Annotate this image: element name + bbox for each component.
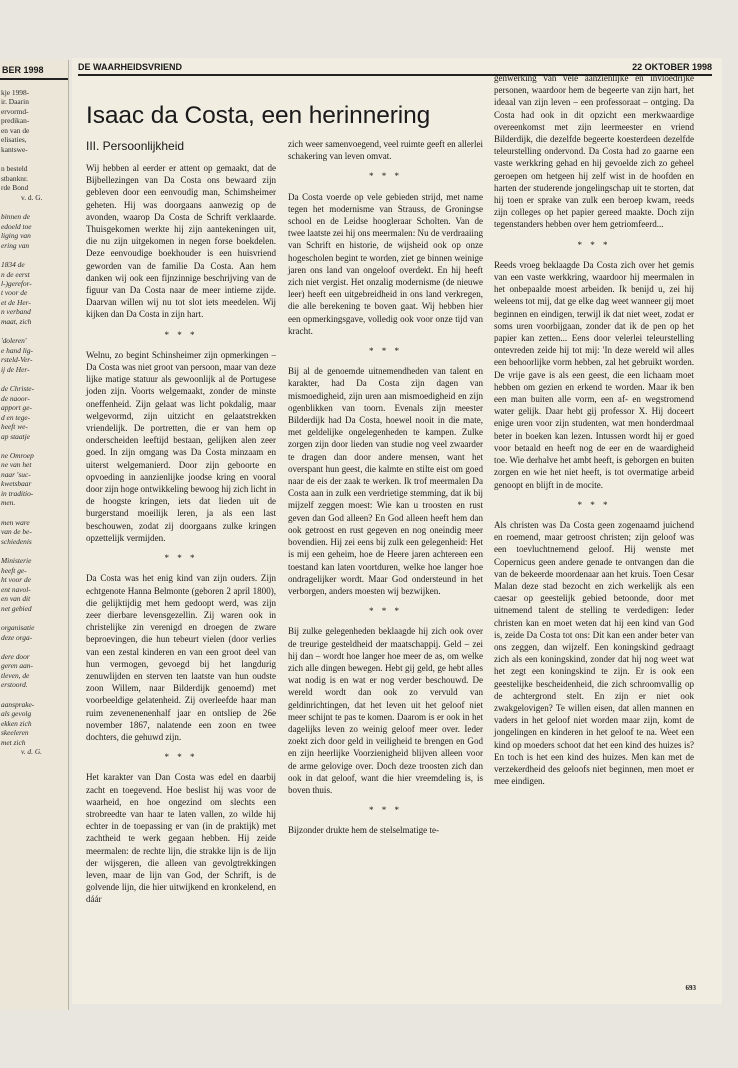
previous-page-edge: [0, 60, 69, 1010]
page: [72, 58, 722, 1004]
paragraph: Bijzonder drukte hem de stelselmatige te-: [288, 825, 439, 836]
fragment-line: ne Omroep: [1, 451, 34, 460]
previous-page-fragment: [1, 652, 68, 690]
previous-page-fragment: [1, 556, 68, 613]
paragraph: Da Costa voerde op vele gebieden strijd, met name tegen het modernisme van Strauss, de Groningse school en de Leidse hoogleraar Scholten. Van de twee laatste zei hij ons meermalen: Nu de verdraaiing van Schrift en historie, de wijsheid ook op onze hogescholen begint te worden, ziet ge binnen weinige jaren ons land van ongeloof overdekt. En hij heeft zich niet vergist. Het onzalig modernisme (de nieuwe leer) heeft een uitgebreidheid in ons land verkregen, die alle berekening te boven gaat. Wij hebben hier een opmerkingsgave, volledig ook voor onze tijd van kracht.: [288, 191, 483, 336]
fragment-line: men ware: [1, 517, 30, 527]
paragraph: genwerking van vele aanzienlijke en invloedrijke personen, waardoor hem de begeerte van zijn hart, het ideaal van zijn leven – een professoraat – ontging. Da Costa had ook in dit opzicht een merkwaardige overeenkomst met zijn leermeester en vriend Bilderdijk, die dezelfde begeerte koesterdeen dezelfde teleurstelling ondervond. Da Costa had zo gaarne een vaste werkkring gehad en hij gevoelde zich zo geheel geroepen om hetgeen hij zelf wist in de hoofden en harten der studerende jongelingschap uit te storten, dat hij toen er sprake van zulk een beroep kwam, reeds zijn colleges op het papier gereed maakte. Doch zijn tegenstanders hebben over hem getriomfeerd...: [494, 73, 694, 230]
page-number: 693: [685, 984, 696, 992]
fragment-line: d en tege-: [1, 412, 31, 422]
section-separator: * * *: [368, 346, 403, 357]
paragraph: zich weer samenvoegend, veel ruimte geeft en allerlei schakering van leven omvat.: [288, 139, 483, 162]
fragment-line: predikan-: [1, 116, 30, 126]
fragment-line: et de Her-: [1, 297, 31, 307]
section-separator: * * *: [164, 752, 198, 763]
fragment-line: naar 'suc-: [1, 469, 31, 479]
section-separator: * * *: [164, 329, 198, 340]
article-subtitle: III. Persoonlijkheid: [86, 139, 185, 153]
fragment-line: 'doleren': [1, 336, 27, 346]
paragraph: Het karakter van Dan Costa was edel en daarbij zacht en toegevend. Hoe beslist hij was voor de waarheid, en hoe ongezind om slechts een strobreedte van haar te laten vallen, zo wilde hij echter in de toepassing er van (in de praktijk) met zachtheid te werk gegaan hebben. Hij zeide meermalen: de rechte lijn, die strakke lijn is de lijn der wijsgeren, die alleen van gevolgtrekkingen leven, maar de lijn van God, der Schrift, is de golvende lijn, die hier uitwijkend en kronkelend, en dáár: [86, 772, 276, 905]
fragment-line: met zich: [1, 737, 26, 747]
publication-name: DE WAARHEIDSVRIEND: [78, 62, 183, 72]
previous-page-fragment: [1, 260, 68, 326]
fragment-line: als gevolg: [1, 709, 32, 719]
paragraph: Wij hebben al eerder er attent op gemaakt, dat de Bijbellezingen van Da Costa ons bewaard zijn gebleven door een eenvoudig man, Schimsheimer geheten. Hij was doorgaans aanwezig op de avonden, waarop Da Costa de Schrift verklaarde. Thuisgekomen werkte hij zijn aantekeningen uit, die nu zijn uitgekomen in negen forse boekdelen. Deze eenvoudige boekhouder is een huisvriend geworden van de familie Da Costa. Aan hem danken wij ook een fijnzinnige beschrijving van de figuur van Da Costa naar de meer intieme zijde. Daarvan willen wij nu tot slot iets meedelen. Wij kijken dan Da Costa in zijn hart.: [86, 163, 276, 320]
section-separator: * * *: [577, 239, 611, 250]
paragraph: Da Costa was het enig kind van zijn ouders. Zijn echtgenote Hanna Belmonte (geboren 2 april 1800), die gelijktijdig met hem gedoopt werd, was zijn zeer dierbare levensgezellin. Zij waren ook in christelijke zin verenigd en droegen de zware beproevingen, die hun tebeurt vielen (door verlies van een zestal kinderen en van een groot deel van hun vermogen, gevoegd bij het langdurig zenuwlijden en sterven ten laatste van hun oudste zoon Willem, naar Bilderdijk genoemd) met voorbeeldige gelatenheid. Zij overleefde haar man ruim zevenenenenhalf jaar en ontsliep de 26e november 1867, nalatende een zoon en twee dochters, die gehuwd zijn.: [86, 573, 276, 742]
section-separator: * * *: [368, 606, 403, 617]
fragment-line: skeeleren: [1, 728, 29, 738]
fragment-line: en van de: [1, 125, 30, 135]
fragment-line: rde Bond: [1, 183, 29, 193]
fragment-line: edoeld toe: [1, 221, 32, 231]
fragment-line: kantswe-: [1, 144, 28, 154]
paragraph: Welnu, zo begint Schinsheimer zijn opmerkingen – Da Costa was niet groot van persoon, maar van deze lijke matige statuur als gewoonlijk al de Portugese joden zijn. Voorts welgemaakt, zonder de minste oneffenheid. Zijn gelaat was licht pokdalig, maar welgevormd, zijn uitzicht en gelaatstrekken vriendelijk. De portretten, die er van hem op onderscheiden leeftijd bestaan, gelijken alen zeer goed. In zijn omgang was Da Costa minzaam en uiterst welgemanierd. Door zijn geboorte en opvoeding in aanzienlijke joodse kring en vooral door zijn hoge ontwikkeling bewoog hij zich licht in de hoogste kringen, iets dat lieden uit de burgerstand moeilijk leren, ja als een last beschouwen, zodat zij doorgaans zulke kringen opzettelijk vermijden.: [86, 349, 276, 543]
fragment-line: ent navol-: [1, 584, 31, 594]
article-column-3: [494, 72, 694, 787]
paragraph: Bij zulke gelegenheden beklaagde hij zich ook over de treurige gesteldheid der maatschappij. Geld – zei hij dan – wordt hoe langer hoe meer de as, om welke zich alle dingen bewegen. Hebt gij geld, ge hebt alles wat nodig is en wat er nog verder beschouwd. De wereld wordt dan ook zo vervuld van geldinrichtingen, dat het leven uit het geloof niet meer schijnt te pas te komen. Daarom is er ook in het dagelijks leven zo weinig geloof meer over. Ieder zoekt zich door geld in veiligheid te brengen en God en zijn heerlijke Voorzienigheid blijven alleen voor de arme gelovige over. Doch deze troosten zich dan ook in dat geloof, want die hier vreemdeling is, is boven thuis.: [288, 626, 483, 795]
fragment-line: dere door: [1, 651, 30, 661]
fragment-line: men.: [1, 498, 16, 508]
previous-page-header: BER 1998: [0, 63, 68, 80]
fragment-line: ekken zich: [1, 718, 32, 728]
fragment-line: de naoor-: [1, 393, 30, 403]
previous-page-fragment: [1, 336, 68, 374]
publication-date: 22 OKTOBER 1998: [632, 62, 712, 72]
fragment-line: apport ge-: [1, 403, 32, 413]
fragment-line: deze orga-: [1, 632, 33, 642]
previous-page-fragment: [1, 518, 68, 546]
article-column-2: [288, 138, 483, 837]
fragment-line: Ministerie: [1, 556, 32, 566]
fragment-line: elisaties,: [1, 135, 27, 145]
fragment-line: de Christe-: [1, 384, 35, 394]
paragraph: Bij al de genoemde uitnemendheden van talent en karakter, had Da Costa zijn dagen van mismoedigheid, zijn uren aan mismoedigheid en zijn ogenblikken van toorn. Evenals zijn meester Bilderdijk had Da Costa, hoewel nooit in die mate, met geldelijke ongelegenheden te kampen. Zulke zorgen zijn door lieden van studie nog veel zwaarder te dragen dan door andere mensen, want het overspant hun geest, die kalmte en stilte eist om goed naar de eis der zaak te werken. Ik trof meermalen Da Costa aan in zulk een verdrietige stemming, dat ik bij mijzelf zeggen moest: Wie kan u troosten en rust geven dan God alleen? En God alleen heeft hem dan ook getroost en rust gegeven en nog oneindig meer bovendien. Hij zei eens bij zulk een gelegenheid: Het is mij een geheim, hoe de Heere jaren achtereen een toestand kan laten voortduren, welke hoe langer hoe ondragelijker wordt. Maar God ondersteund in het verborgen, anders moesten wij bezwijken.: [288, 366, 483, 596]
fragment-line: organisatie: [1, 623, 35, 633]
fragment-line: l-)gerefor-: [1, 278, 32, 288]
fragment-line: in traditio-: [1, 488, 34, 498]
paragraph: Als christen was Da Costa geen zogenaamd juichend en roemend, maar getroost christen; zijn geloof was een toevluchtnemend geloof. Hij wenste met Copernicus geen andere genade te ontvangen dan die van de bekeerde moordenaar aan het kruis. Toen Cesar Malan deze stad bezocht en zich werkelijk als een caesar op geestelijk gebied betoonde, door met uitnemend talent de stelling te verdedigen: Ieder christen kan en moet weten dat hij een kind van God is, zeide Da Costa tot ons: Dit kan een ander beter van ons zeggen, dan wijzelf. Een koningskind gedraagt zich als een koningskind, zonder dat hij nog weet wat het zegt een koningskind te zijn. Er is ook een geestelijke bescheidenheid, die zich schroomvallig op de achtergrond stelt. En zijn er niet ook zwakgelovigen? Te willen eisen, dat allen mannen en vaders in het geloof niet worden maar zijn, komt de jongelingen en kinderen in het geloof te na. Weet een kind op moeders schoot dat het een kind des huizes is? En toch is het een kind des huizes. Men kan met de verzekerdheid des geloofs niet beginnen, men moet er mee eindigen.: [494, 519, 694, 787]
fragment-line: maat, zich: [1, 316, 32, 326]
section-separator: * * *: [577, 499, 611, 510]
section-separator: * * *: [368, 171, 403, 182]
fragment-line: n de eerst: [1, 269, 30, 279]
fragment-line: en van dit: [1, 594, 31, 604]
previous-page-fragment: [1, 88, 68, 154]
fragment-line: van de be-: [1, 527, 32, 537]
fragment-line: ervormd-: [1, 106, 29, 116]
fragment-line: kwetsbaar: [1, 479, 32, 489]
fragment-line: heeft ge-: [1, 565, 27, 575]
fragment-line: ir. Daarin: [1, 97, 29, 107]
previous-page-fragment: [1, 623, 68, 642]
section-separator: * * *: [368, 805, 403, 816]
fragment-line: stbanknr.: [1, 173, 28, 183]
fragment-line: t voor de: [1, 288, 28, 298]
fragment-signature: v. d. G.: [21, 192, 43, 202]
fragment-line: tleven, de: [1, 670, 30, 680]
previous-page-fragment: [1, 384, 68, 441]
fragment-line: erstoord.: [1, 680, 28, 690]
fragment-line: ne van het: [1, 460, 32, 470]
fragment-line: heeft we-: [1, 422, 28, 432]
fragment-line: n verband: [1, 307, 31, 317]
fragment-line: net gebied: [1, 603, 32, 613]
previous-page-fragment: [1, 212, 68, 250]
fragment-line: aansprake-: [1, 699, 35, 709]
fragment-line: e hand lig-: [1, 345, 34, 355]
fragment-line: ering van: [1, 240, 30, 250]
previous-page-fragment: [1, 164, 68, 202]
article-title: Isaac da Costa, een herinnering: [86, 102, 431, 129]
fragment-line: ij de Her-: [1, 364, 30, 374]
fragment-line: rsteld-Ver-: [1, 355, 33, 365]
fragment-line: schiedenis: [1, 536, 32, 546]
fragment-line: ap staatje: [1, 431, 30, 441]
previous-page-fragment: [1, 700, 68, 757]
fragment-line: n besteld: [1, 164, 28, 174]
section-separator: * * *: [164, 553, 198, 564]
paragraph: Reeds vroeg beklaagde Da Costa zich over het gemis van een vaste werkkring, waardoor hij meermalen in het onbepaalde moest arbeiden. Ik benijd u, zei hij weleens tot mij, dat ge elke dag weet wanneer gij moet beginnen en eindigen, terwijl ik dat niet weet, zodat er soms uren voorbijgaan, zonder dat ik de pen op het papier kan zetten... Eens door velerlei teleurstelling ontevreden zeide hij tot mij: 'In deze wereld wil alles een behoorlijke vorm hebben, zal het gebruikt worden. De vrije gave is als een geest, die een lichaam moet hebben om gezien en erkend te worden. Maar ik ben een man buiten alle vorm, een af- en wegstromend water gelijk. Daar hebt gij professor X. Hij doceert enige uren voor zijn studenten, wat men honderdmaal beter in boeken kan lezen. Intussen wordt hij er goed voor betaald en heeft nog de eer en de waardigheid toe. Wie derhalve het ambt heeft, is geborgen en buiten zorgen en wie het niet heeft, is tot overmatige arbeid genoopt en blijft in de mocite.: [494, 259, 694, 490]
fragment-line: liging van: [1, 231, 31, 241]
fragment-line: geren aan-: [1, 661, 33, 671]
previous-page-fragment: [1, 451, 68, 508]
fragment-line: 1834 de: [1, 260, 25, 270]
previous-page-fragments: [0, 88, 68, 757]
article-column-1: [86, 162, 276, 906]
fragment-line: ht voor de: [1, 575, 31, 585]
fragment-line: binnen de: [1, 212, 30, 222]
fragment-line: kje 1998-: [1, 88, 30, 97]
fragment-signature: v. d. G.: [21, 747, 43, 757]
